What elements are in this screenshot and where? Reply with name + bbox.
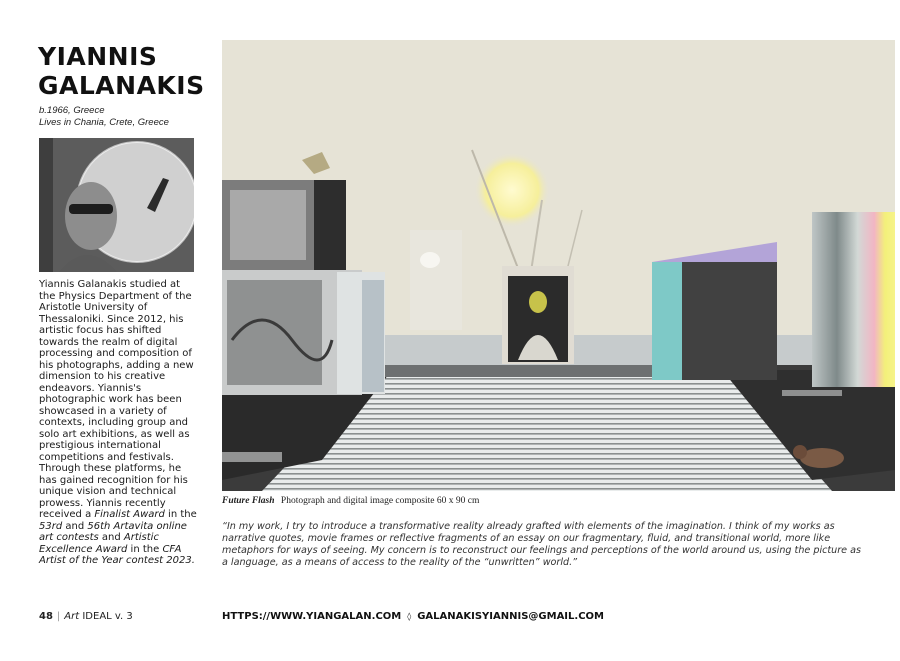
artist-born: b.1966, Greece	[39, 105, 105, 116]
artist-quote: “In my work, I try to introduce a transformative reality already grafted with elements of the imagination. I think of my works as narrative quotes, movie frames or reflective fragments of an essay on our fragmentary, fluid, and transitional world, more like metaphors for ways of seeing. My concern is to reconstruct our feelings and perceptions of the world around us, using the picture as a language, as a means of access to the reality of the “unwritten” world.”	[222, 521, 861, 568]
artist-name	[38, 42, 208, 100]
artist-bio	[39, 279, 199, 567]
bio-text: in the	[164, 509, 197, 520]
footer-page-info	[39, 611, 133, 622]
bio-text: Yiannis Galanakis studied at the Physics Department of the Aristotle University of Thessaloniki. Since 2012, his artistic focus has shifted towards the realm of digital processing and composition of his photographs, adding a new dimension to his creative endeavors. Yiannis's photographic work has been showcased in a variety of contexts, including group and solo art exhibitions, as well as prestigious international competitions and festivals. Through these platforms, he has gained recognition for his unique vision and technical prowess. Yiannis recently received a	[39, 279, 194, 520]
bio-text: in the	[127, 543, 163, 555]
artist-first-name: YIANNIS	[38, 42, 158, 71]
artist-last-name: GALANAKIS	[38, 71, 205, 100]
website-link[interactable]: HTTPS://WWW.YIANGALAN.COM	[222, 611, 402, 622]
bio-award-excellence: Artistic Excellence Award	[39, 532, 159, 555]
bio-contest-53rd: 53rd	[39, 520, 63, 532]
bio-contest-56th: 56th Artavita online art contests	[39, 520, 187, 543]
artist-location: Lives in Chania, Crete, Greece	[39, 117, 169, 128]
diamond-icon: ◊	[407, 612, 412, 621]
bio-award-finalist: Finalist Award	[94, 509, 165, 520]
email-link[interactable]: GALANAKISYIANNIS@GMAIL.COM	[417, 611, 604, 622]
artist-meta	[39, 105, 169, 129]
artist-portrait	[39, 138, 194, 272]
magazine-name-art: Art	[64, 611, 80, 622]
artwork-caption	[222, 496, 895, 506]
artwork-title: Future Flash	[222, 496, 275, 506]
artwork-image	[222, 40, 895, 491]
bio-text: and	[98, 532, 124, 543]
page-number: 48	[39, 611, 53, 622]
artwork-details: Photograph and digital image composite 60 x 90 cm	[280, 496, 480, 506]
footer-separator: |	[56, 611, 61, 622]
magazine-name: IDEAL v. 3	[82, 611, 133, 622]
bio-text: and	[62, 520, 88, 532]
bio-contest-cfa: CFA Artist of the Year contest 2023.	[39, 543, 195, 566]
footer-contact	[222, 611, 604, 622]
